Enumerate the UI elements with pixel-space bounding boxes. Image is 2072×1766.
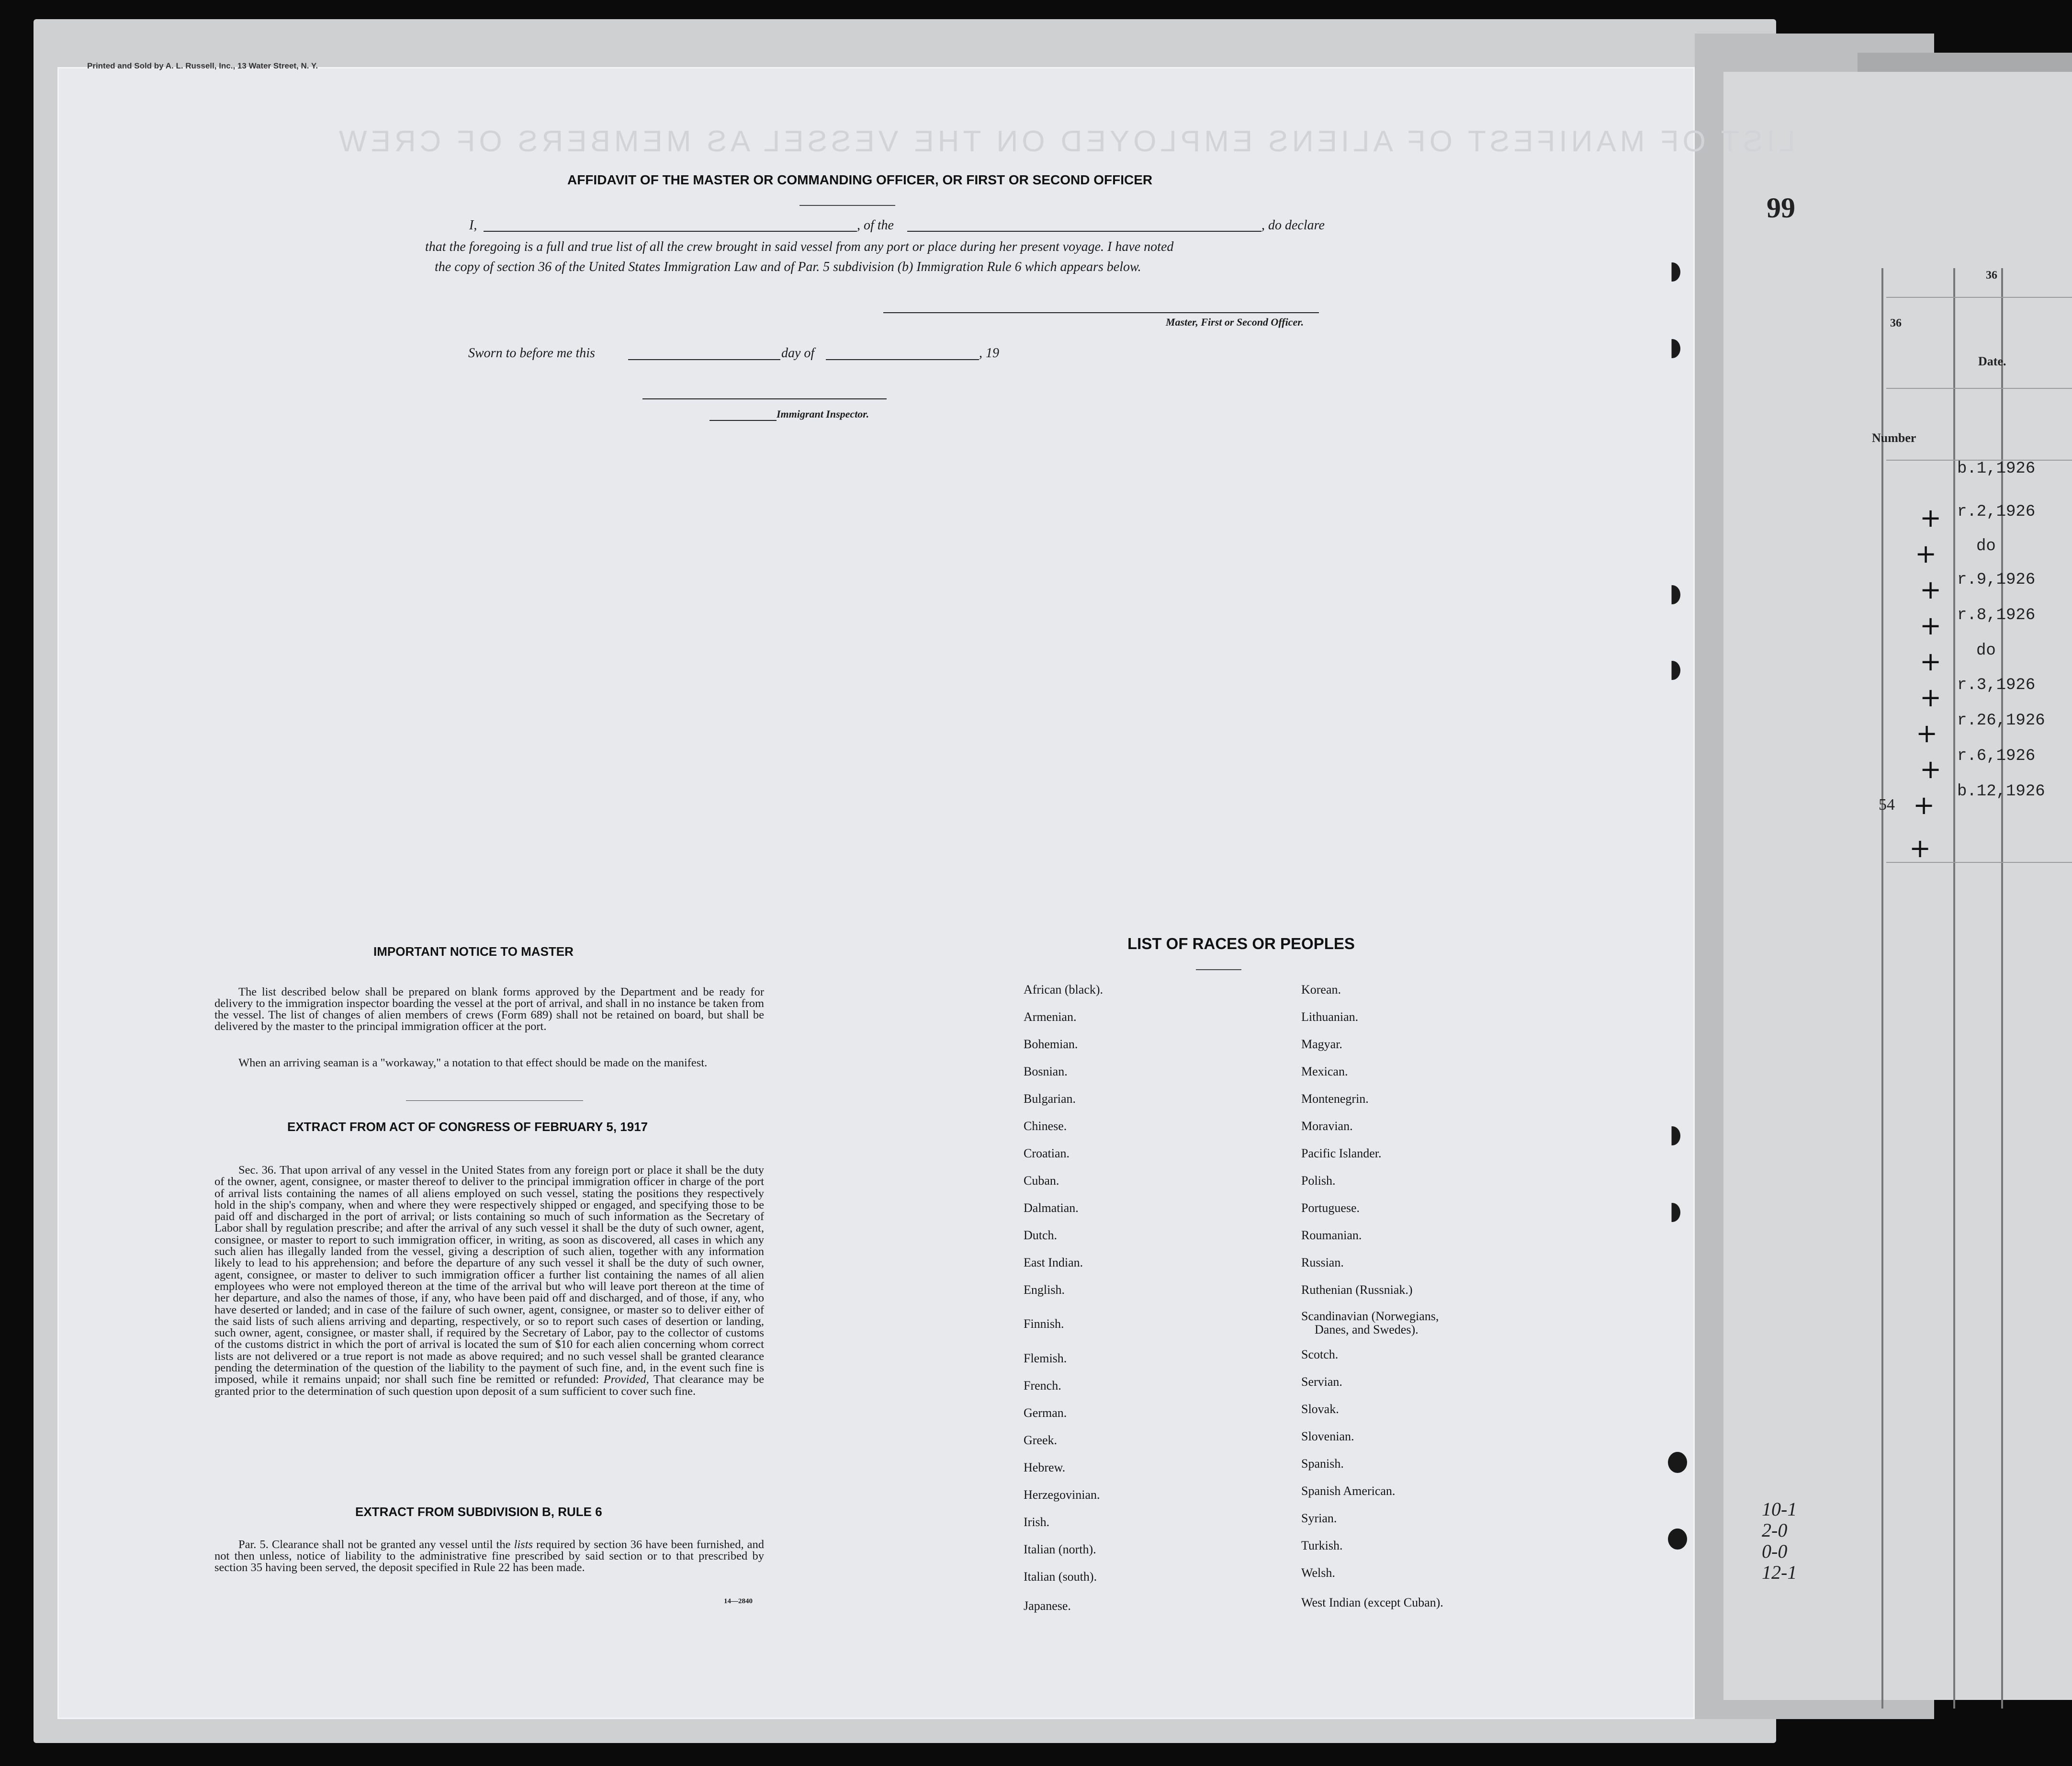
race-item: English. <box>1024 1283 1065 1297</box>
master-signature-line[interactable] <box>883 312 1319 313</box>
check-mark-icon: + <box>1916 718 1938 748</box>
ledger-entry: b.1,1926 <box>1957 460 2036 478</box>
check-mark-icon: + <box>1913 790 1935 820</box>
sworn-prefix: Sworn to before me this <box>468 346 595 361</box>
race-item: Chinese. <box>1024 1119 1067 1133</box>
rule-text: Par. 5. Clearance shall not be granted any vessel until the <box>238 1538 511 1551</box>
notice-paragraph <box>214 986 764 1032</box>
notice-text: When an arriving seaman is a "workaway," a notation to that effect should be made on the manifest. <box>238 1056 708 1069</box>
ledger-entry: r.9,1926 <box>1957 571 2036 589</box>
race-item: Japanese. <box>1024 1599 1071 1613</box>
race-item: Spanish American. <box>1301 1484 1396 1498</box>
divider <box>1196 969 1241 970</box>
divider <box>800 205 895 206</box>
punch-hole <box>1664 1203 1680 1222</box>
ledger-column-rule <box>1953 268 1955 1709</box>
race-item: West Indian (except Cuban). <box>1301 1596 1443 1609</box>
race-item: Cuban. <box>1024 1174 1059 1188</box>
master-signature-caption: Master, First or Second Officer. <box>1166 316 1304 328</box>
race-item: Slovenian. <box>1301 1429 1354 1443</box>
punch-hole <box>1664 661 1680 680</box>
punch-hole <box>1664 585 1680 604</box>
race-item: Dutch. <box>1024 1228 1058 1242</box>
act-text: Sec. 36. That upon arrival of any vessel in the United States from any foreign port or place it shall be the duty of the owner, agent, consignee, or master thereof to deliver to the principal immigration officer in charge of the port of arrival lists containing the names of all aliens employed on such vessel, stating the positions they respectively hold in the ship's company, when and where they were respectively shipped or engaged, and specifying those to be paid off and discharged in the port of arrival; or lists containing so much of such information as the Secretary of Labor shall by regulation prescribe; and after the arrival of any such vessel it shall be the duty of such owner, agent, consignee, or master to report to such immigration officer, in writing, as soon as discovered, all cases in which any such alien has illegally landed from the vessel, giving a description of such alien, together with any information likely to lead to his apprehension; and before the departure of any such vessel it shall be the duty of such owner, agent, consignee, or master to deliver to such immigration officer a further list containing the names of all alien employees who were not employed thereon at the time of the arrival but who will leave port thereon at the time of her departure, and also the names of those, if any, who have been paid off and discharged, and of those, if any, who have deserted or landed; and in case of the failure of such owner, agent, consignee, or master so to deliver either of the said lists of such aliens arriving and departing, respectively, or so to report such cases of desertion or landing, such owner, agent, consignee, or master shall, if required by the Secretary of Labor, pay to the collector of customs of the customs district in which the port of arrival is located the sum of $10 for each alien concerning whom correct lists are not delivered or a true report is not made as above required; and no such vessel shall be granted clearance pending the determination of the question of the liability to the payment of such fine, and, in the event such fine is imposed, while it remains unpaid; nor shall such fine be remitted or refunded: <box>214 1164 764 1386</box>
race-item: Croatian. <box>1024 1146 1070 1160</box>
punch-hole <box>1668 1452 1687 1473</box>
race-item: Pacific Islander. <box>1301 1146 1382 1160</box>
race-item: Turkish. <box>1301 1539 1343 1552</box>
race-item: Finnish. <box>1024 1317 1064 1331</box>
ledger-row-rule <box>1886 388 2072 389</box>
punch-hole <box>1668 1528 1687 1550</box>
race-item: Italian (north). <box>1024 1542 1096 1556</box>
vessel-name-blank[interactable] <box>907 231 1261 232</box>
race-item: Ruthenian (Russniak.) <box>1301 1283 1413 1297</box>
ledger-entry: do <box>1976 537 1996 555</box>
race-item: Magyar. <box>1301 1037 1342 1051</box>
race-item: Bulgarian. <box>1024 1092 1076 1106</box>
race-item: African (black). <box>1024 983 1104 996</box>
race-item: Montenegrin. <box>1301 1092 1369 1106</box>
race-item: Bohemian. <box>1024 1037 1078 1051</box>
race-item: Italian (south). <box>1024 1570 1097 1584</box>
affidavit-declare: , do declare <box>1261 218 1325 233</box>
divider <box>406 1100 583 1101</box>
ledger-header-36: 36 <box>1986 269 1997 282</box>
notice-title: IMPORTANT NOTICE TO MASTER <box>373 944 574 959</box>
ledger-number-header: Number <box>1872 431 1916 445</box>
act-text: That clearance may be granted prior to the determination of such question upon deposit of a sum sufficient to cover such fine. <box>214 1373 764 1398</box>
rule-text: required by section 36 have been furnished, and not then unless, notice of liability to the administrative fine prescribed by said section or to that prescribed by section 35 having been served, the deposit specified in Rule 22 has been made. <box>214 1538 765 1574</box>
race-item: Polish. <box>1301 1174 1336 1188</box>
ledger-entry: r.26,1926 <box>1957 712 2045 730</box>
notice-paragraph <box>214 1057 764 1069</box>
race-item: Scandinavian (Norwegians, <box>1301 1309 1439 1323</box>
check-mark-icon: + <box>1920 611 1942 641</box>
ledger-date-header: Date. <box>1978 354 2006 368</box>
race-item: Welsh. <box>1301 1566 1335 1580</box>
check-mark-icon: + <box>1920 646 1942 677</box>
race-item: Herzegovinian. <box>1024 1488 1100 1502</box>
pencil-note: 12-1 <box>1762 1562 1797 1583</box>
affidavit-title: AFFIDAVIT OF THE MASTER OR COMMANDING OFFICER, OR FIRST OR SECOND OFFICER <box>567 172 1153 187</box>
race-item: Spanish. <box>1301 1457 1344 1471</box>
race-item: East Indian. <box>1024 1256 1083 1269</box>
ledger-entry: r.8,1926 <box>1957 606 2036 624</box>
check-mark-icon: + <box>1920 503 1942 533</box>
pencil-note: 10-1 <box>1762 1498 1797 1520</box>
ledger-entry: r.6,1926 <box>1957 747 2036 765</box>
ledger-entry: r.2,1926 <box>1957 503 2036 521</box>
race-item: Bosnian. <box>1024 1064 1068 1078</box>
pencil-note: 0-0 <box>1762 1540 1788 1562</box>
punch-hole <box>1664 262 1680 282</box>
bleed-through-title: LIST OF MANIFEST OF ALIENS EMPLOYED ON THE VESSEL AS MEMBERS OF CREW <box>335 125 1795 158</box>
race-item: Dalmatian. <box>1024 1201 1079 1215</box>
inspector-signature-line[interactable] <box>642 398 887 399</box>
punch-hole <box>1664 339 1680 358</box>
race-item: Roumanian. <box>1301 1228 1362 1242</box>
printer-note: Printed and Sold by A. L. Russell, Inc., 13 Water Street, N. Y. <box>87 61 318 70</box>
affidavit-line3: the copy of section 36 of the United States Immigration Law and of Par. 5 subdivision (b) Immigration Rule 6 which appears below. <box>435 260 1141 274</box>
races-title: LIST OF RACES OR PEOPLES <box>1127 935 1355 952</box>
ledger-entry: r.3,1926 <box>1957 676 2036 694</box>
punch-hole <box>1664 1126 1680 1145</box>
affidavit-line2: that the foregoing is a full and true list of all the crew brought in said vessel from any port or place during her present voyage. I have noted <box>425 239 1174 254</box>
race-item: Portuguese. <box>1301 1201 1360 1215</box>
sworn-day-blank[interactable] <box>628 359 780 360</box>
act-extract-paragraph <box>214 1165 764 1397</box>
rule-text-lists: lists <box>514 1538 533 1551</box>
ledger-column-rule <box>1881 268 1883 1709</box>
sworn-day-of: day of <box>781 346 815 361</box>
race-item: Hebrew. <box>1024 1460 1066 1474</box>
race-item: Moravian. <box>1301 1119 1353 1133</box>
check-mark-icon: + <box>1920 754 1942 784</box>
race-item: Armenian. <box>1024 1010 1077 1024</box>
notice-text: The list described below shall be prepared on blank forms approved by the Department and be ready for delivery to the immigration inspector boarding the vessel at the port of arrival, and shall in no instance be taken from the vessel. The list of changes of alien members of crews (Form 689) shall not be retained on board, but shall be delivered by the master to the principal immigration officer at the port. <box>214 985 764 1033</box>
race-item: Korean. <box>1301 983 1341 996</box>
sworn-month-blank[interactable] <box>826 359 979 360</box>
sworn-year: , 19 <box>979 346 999 361</box>
race-item: Flemish. <box>1024 1351 1067 1365</box>
ledger-sheet <box>1723 72 2072 1700</box>
race-item: Mexican. <box>1301 1064 1348 1078</box>
check-mark-icon: + <box>1920 682 1942 713</box>
rule-extract-title: EXTRACT FROM SUBDIVISION B, RULE 6 <box>355 1505 602 1519</box>
pencil-tally <box>1762 1499 1797 1583</box>
race-item: French. <box>1024 1379 1061 1392</box>
act-extract-title: EXTRACT FROM ACT OF CONGRESS OF FEBRUARY 5, 1917 <box>287 1120 648 1134</box>
check-mark-icon: + <box>1915 539 1937 569</box>
form-number: 14—2840 <box>724 1597 753 1605</box>
affidavit-of-the: , of the <box>857 218 894 233</box>
ledger-row-rule <box>1886 297 2072 298</box>
race-item: Greek. <box>1024 1433 1058 1447</box>
inspector-caption: Immigrant Inspector. <box>777 408 869 420</box>
race-item: Russian. <box>1301 1256 1344 1269</box>
ledger-margin-note: 54 <box>1879 796 1895 814</box>
master-name-blank[interactable] <box>484 231 857 232</box>
inspector-signature-lead <box>709 420 777 421</box>
ledger-header-36: 36 <box>1890 317 1902 329</box>
race-item: Syrian. <box>1301 1511 1337 1525</box>
ledger-entry: do <box>1976 642 1996 660</box>
check-mark-icon: + <box>1909 833 1931 863</box>
race-item: Scotch. <box>1301 1347 1339 1361</box>
race-item: Irish. <box>1024 1515 1050 1529</box>
race-item: Servian. <box>1301 1375 1342 1389</box>
ledger-column-rule <box>2001 268 2003 1709</box>
race-item: German. <box>1024 1406 1067 1420</box>
affidavit-i: I, <box>469 218 477 233</box>
act-text-provided: Provided, <box>603 1373 649 1386</box>
race-item: Slovak. <box>1301 1402 1339 1416</box>
rule-extract-paragraph <box>214 1539 764 1574</box>
race-item-continuation: Danes, and Swedes). <box>1315 1323 1419 1336</box>
check-mark-icon: + <box>1920 575 1942 605</box>
pencil-note: 2-0 <box>1762 1519 1788 1541</box>
ledger-entry: b.12,1926 <box>1957 782 2045 801</box>
form-page <box>57 67 1695 1719</box>
page-number: 99 <box>1767 192 1795 224</box>
race-item: Lithuanian. <box>1301 1010 1359 1024</box>
